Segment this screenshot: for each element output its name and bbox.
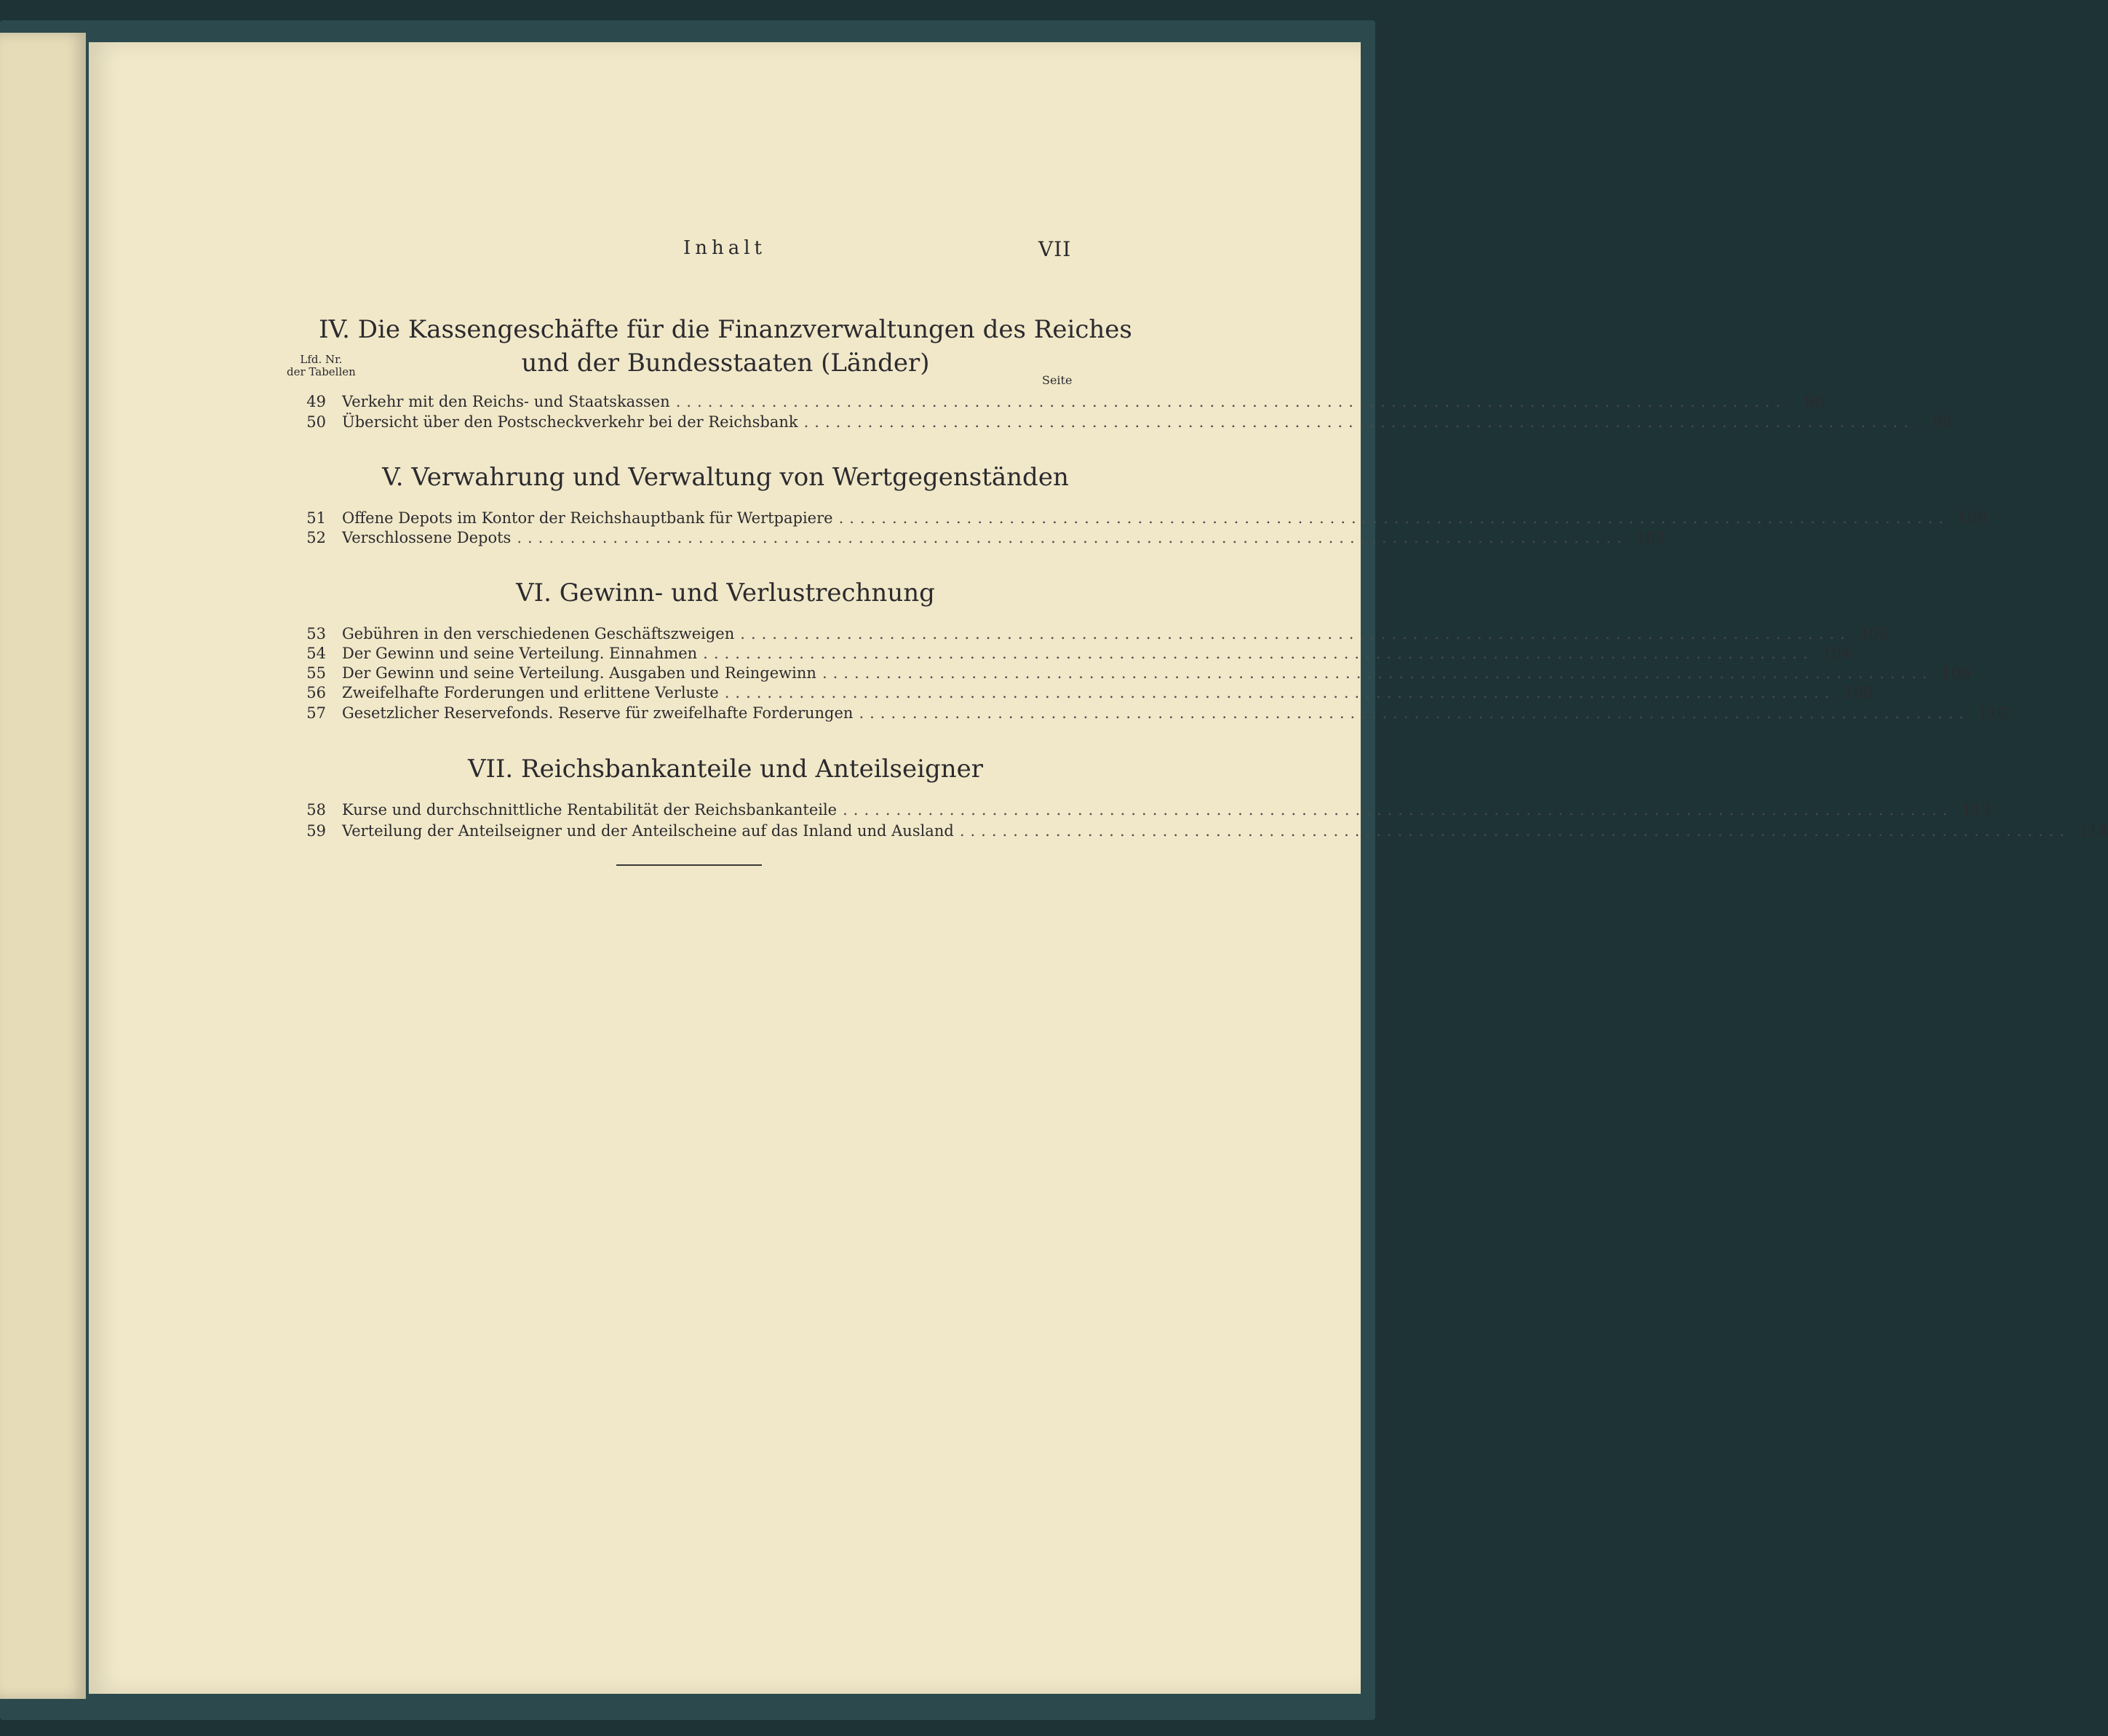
section-heading-line: und der Bundesstaaten (Länder) bbox=[521, 349, 930, 378]
section-heading-line: V. Verwahrung und Verwaltung von Wertgegenständen bbox=[382, 463, 1069, 492]
toc-entry bbox=[293, 821, 2108, 840]
entry-number: 52 bbox=[306, 529, 326, 546]
section-heading-line: VI. Gewinn- und Verlustrechnung bbox=[516, 578, 935, 608]
entry-number: 59 bbox=[306, 822, 326, 840]
column-label-table-number bbox=[287, 354, 356, 378]
column-label-line: der Tabellen bbox=[287, 365, 356, 378]
leader-dots: ........................................................................................................ bbox=[724, 684, 1835, 701]
book-page bbox=[89, 42, 2108, 1694]
entry-title: Kurse und durchschnittliche Rentabilität der Reichsbankanteile bbox=[342, 801, 838, 819]
entry-title: Verschlossene Depots bbox=[342, 529, 512, 546]
toc-entry bbox=[293, 683, 1873, 702]
entry-page: 102 bbox=[1636, 529, 1666, 546]
leader-dots: ........................................................................................................ bbox=[959, 822, 2071, 840]
entry-title: Offene Depots im Kontor der Reichshauptbank für Wertpapiere bbox=[342, 509, 833, 527]
section-heading-line: VII. Reichsbankanteile und Anteilseigner bbox=[467, 754, 983, 784]
entry-number: 57 bbox=[306, 704, 326, 722]
entry-page: 114 bbox=[2078, 822, 2108, 840]
section-heading-vii bbox=[307, 752, 1144, 786]
column-label-line: Lfd. Nr. bbox=[300, 353, 343, 366]
leader-dots: ........................................................................................................ bbox=[803, 413, 1914, 431]
entry-title: Gebühren in den verschiedenen Geschäftszweigen bbox=[342, 625, 735, 642]
toc-entry bbox=[293, 624, 1889, 643]
entry-page: 108 bbox=[1843, 684, 1873, 701]
section-heading-iv bbox=[307, 313, 1144, 380]
entry-number: 54 bbox=[306, 645, 326, 662]
leader-dots: ........................................................................................................ bbox=[740, 625, 1851, 642]
toc-entry bbox=[293, 644, 1852, 663]
entry-title: Verteilung der Anteilseigner und der Anteilscheine auf das Inland und Ausland bbox=[342, 822, 954, 840]
entry-page: 96 bbox=[1805, 393, 1824, 410]
section-heading-line: IV. Die Kassengeschäfte für die Finanzverwaltungen des Reiches bbox=[319, 315, 1132, 344]
toc-entry bbox=[293, 800, 1992, 819]
entry-number: 53 bbox=[306, 625, 326, 642]
toc-entry bbox=[293, 664, 1971, 682]
entry-number: 56 bbox=[306, 684, 326, 701]
leader-dots: ........................................................................................................ bbox=[859, 704, 1970, 722]
entry-number: 55 bbox=[306, 664, 326, 682]
entry-page: 98 bbox=[1933, 413, 1952, 431]
leader-dots: ........................................................................................................ bbox=[517, 529, 1628, 546]
leader-dots: ........................................................................................................ bbox=[843, 801, 1954, 819]
entry-page: 103 bbox=[1859, 625, 1889, 642]
toc-entry bbox=[293, 704, 2008, 722]
entry-title: Übersicht über den Postscheckverkehr bei der Reichsbank bbox=[342, 413, 798, 431]
entry-title: Verkehr mit den Reichs- und Staatskassen bbox=[342, 393, 670, 410]
column-label-page: Seite bbox=[1042, 373, 1073, 387]
toc-entry bbox=[293, 413, 1952, 431]
entry-page: 100 bbox=[1957, 509, 1987, 527]
entry-page: 110 bbox=[1978, 704, 2008, 722]
section-heading-vi bbox=[307, 576, 1144, 610]
entry-number: 58 bbox=[306, 801, 326, 819]
left-page-edge bbox=[0, 33, 86, 1699]
leader-dots: ........................................................................................................ bbox=[822, 664, 1933, 682]
entry-number: 50 bbox=[306, 413, 326, 431]
toc-entry bbox=[293, 509, 1987, 527]
entry-title: Der Gewinn und seine Verteilung. Einnahmen bbox=[342, 645, 698, 662]
entry-title: Gesetzlicher Reservefonds. Reserve für zweifelhafte Forderungen bbox=[342, 704, 854, 722]
leader-dots: ........................................................................................................ bbox=[703, 645, 1814, 662]
leader-dots: ........................................................................................................ bbox=[675, 393, 1786, 410]
toc-entry bbox=[293, 392, 1824, 411]
entry-title: Zweifelhafte Forderungen und erlittene Verluste bbox=[342, 684, 719, 701]
entry-title: Der Gewinn und seine Verteilung. Ausgaben und Reingewinn bbox=[342, 664, 816, 682]
closing-rule bbox=[616, 864, 762, 866]
entry-page: 113 bbox=[1962, 801, 1992, 819]
page-number: VII bbox=[1038, 237, 1072, 261]
leader-dots: ........................................................................................................ bbox=[838, 509, 1949, 527]
entry-number: 49 bbox=[306, 393, 326, 410]
entry-page: 106 bbox=[1941, 664, 1971, 682]
toc-entry bbox=[293, 528, 1666, 547]
running-head: Inhalt bbox=[683, 237, 767, 259]
entry-number: 51 bbox=[306, 509, 326, 527]
section-heading-v bbox=[307, 461, 1144, 494]
entry-page: 104 bbox=[1822, 645, 1852, 662]
